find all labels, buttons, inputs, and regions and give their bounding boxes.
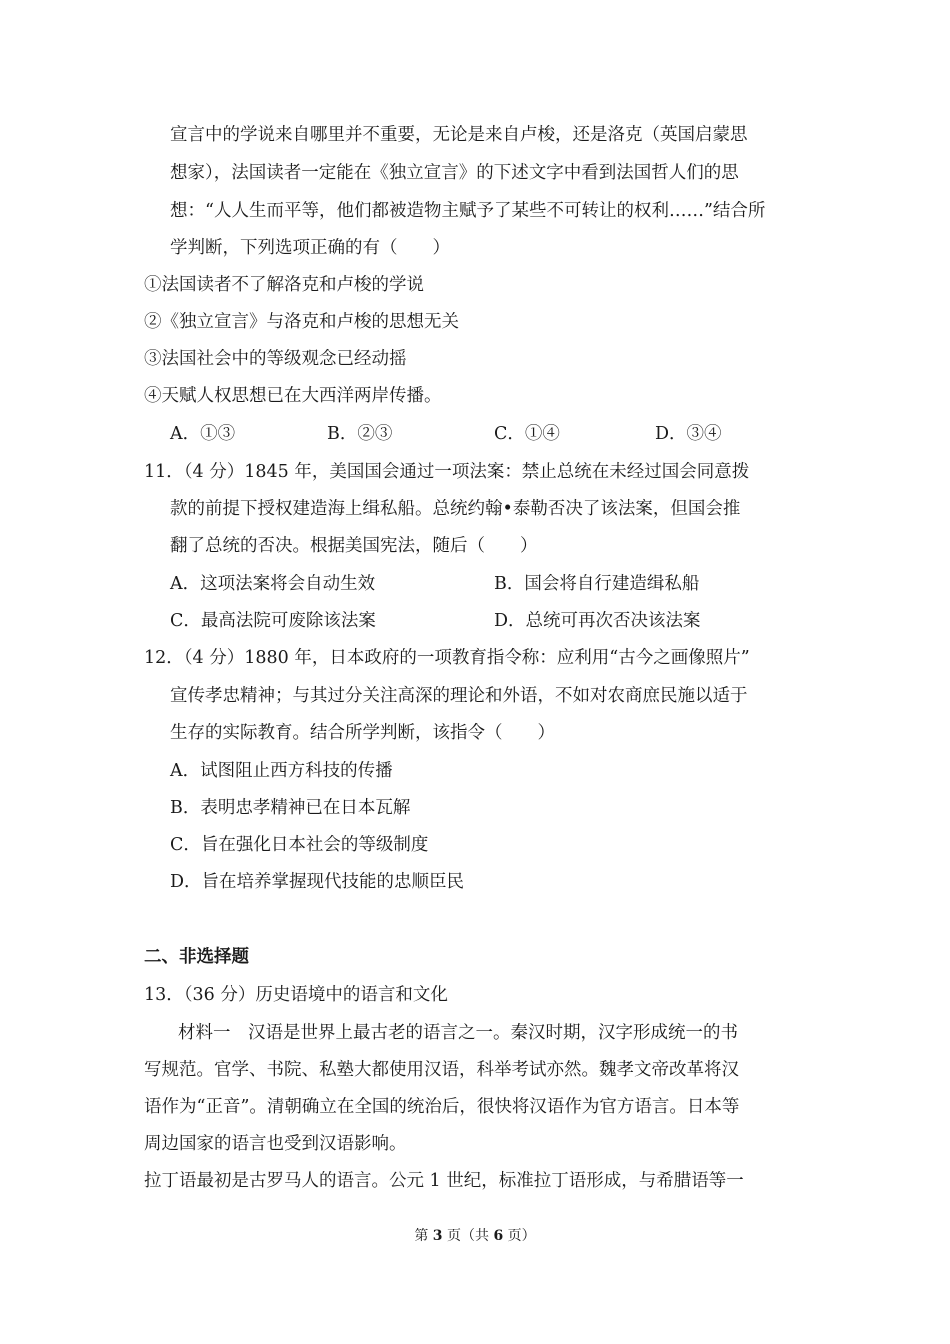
footer-prefix: 第 bbox=[414, 1228, 433, 1244]
q10-line-4: 学判断，下列选项正确的有（ ） bbox=[170, 238, 450, 258]
q11-option-d: D．总统可再次否决该法案 bbox=[494, 611, 701, 631]
q10-option-a: A．①③ bbox=[170, 424, 236, 444]
material1-line-1: 材料一 汉语是世界上最古老的语言之一。秦汉时期，汉字形成统一的书 bbox=[178, 1023, 738, 1043]
q12-option-d: D．旨在培养掌握现代技能的忠顺臣民 bbox=[170, 872, 465, 892]
q11-line-2: 款的前提下授权建造海上缉私船。总统约翰•泰勒否决了该法案，但国会推 bbox=[170, 499, 741, 519]
material1-line-2: 写规范。官学、书院、私塾大都使用汉语，科举考试亦然。魏孝文帝改革将汉 bbox=[144, 1060, 739, 1080]
q11-option-a: A．这项法案将会自动生效 bbox=[170, 574, 376, 594]
q12-option-c: C．旨在强化日本社会的等级制度 bbox=[170, 835, 429, 855]
q10-statement-3: ③法国社会中的等级观念已经动摇 bbox=[144, 349, 407, 369]
q12-option-a: A．试图阻止西方科技的传播 bbox=[170, 761, 393, 781]
footer-total-pages: 6 bbox=[493, 1228, 504, 1244]
q10-statement-2: ②《独立宣言》与洛克和卢梭的思想无关 bbox=[144, 312, 459, 332]
page-footer bbox=[0, 1226, 950, 1246]
q12-line-2: 宣传孝忠精神；与其过分关注高深的理论和外语，不如对农商庶民施以适于 bbox=[170, 686, 748, 706]
q10-line-2: 想家），法国读者一定能在《独立宣言》的下述文字中看到法国哲人们的思 bbox=[170, 163, 739, 183]
q10-line-1: 宣言中的学说来自哪里并不重要，无论是来自卢梭，还是洛克（英国启蒙思 bbox=[170, 125, 748, 145]
q12-line-3: 生存的实际教育。结合所学判断，该指令（ ） bbox=[170, 723, 555, 743]
q10-option-b: B．②③ bbox=[327, 424, 393, 444]
q12-line-1: 12．（4 分）1880 年，日本政府的一项教育指令称：应利用“古今之画像照片” bbox=[144, 648, 750, 668]
section-heading: 二、非选择题 bbox=[144, 947, 249, 967]
q10-option-d: D．③④ bbox=[655, 424, 722, 444]
q11-option-b: B．国会将自行建造缉私船 bbox=[494, 574, 700, 594]
q13-title: 13．（36 分）历史语境中的语言和文化 bbox=[144, 985, 448, 1005]
q12-option-b: B．表明忠孝精神已在日本瓦解 bbox=[170, 798, 411, 818]
q11-option-c: C．最高法院可废除该法案 bbox=[170, 611, 376, 631]
q10-option-c: C．①④ bbox=[494, 424, 560, 444]
q11-line-3: 翻了总统的否决。根据美国宪法，随后（ ） bbox=[170, 536, 538, 556]
q10-statement-4: ④天赋人权思想已在大西洋两岸传播。 bbox=[144, 386, 442, 406]
material1-line-4: 周边国家的语言也受到汉语影响。 bbox=[144, 1134, 407, 1154]
q11-line-1: 11．（4 分）1845 年，美国国会通过一项法案：禁止总统在未经过国会同意拨 bbox=[144, 462, 750, 482]
material1-line-3: 语作为“正音”。清朝确立在全国的统治后，很快将汉语作为官方语言。日本等 bbox=[144, 1097, 740, 1117]
q10-statement-1: ①法国读者不了解洛克和卢梭的学说 bbox=[144, 275, 424, 295]
footer-middle: 页（共 bbox=[442, 1228, 494, 1244]
footer-suffix: 页） bbox=[503, 1228, 536, 1244]
q10-line-3: 想：“人人生而平等，他们都被造物主赋予了某些不可转让的权利……”结合所 bbox=[170, 201, 766, 221]
footer-page-number: 3 bbox=[432, 1228, 443, 1244]
latin-line: 拉丁语最初是古罗马人的语言。公元 1 世纪，标准拉丁语形成，与希腊语等一 bbox=[144, 1171, 744, 1191]
